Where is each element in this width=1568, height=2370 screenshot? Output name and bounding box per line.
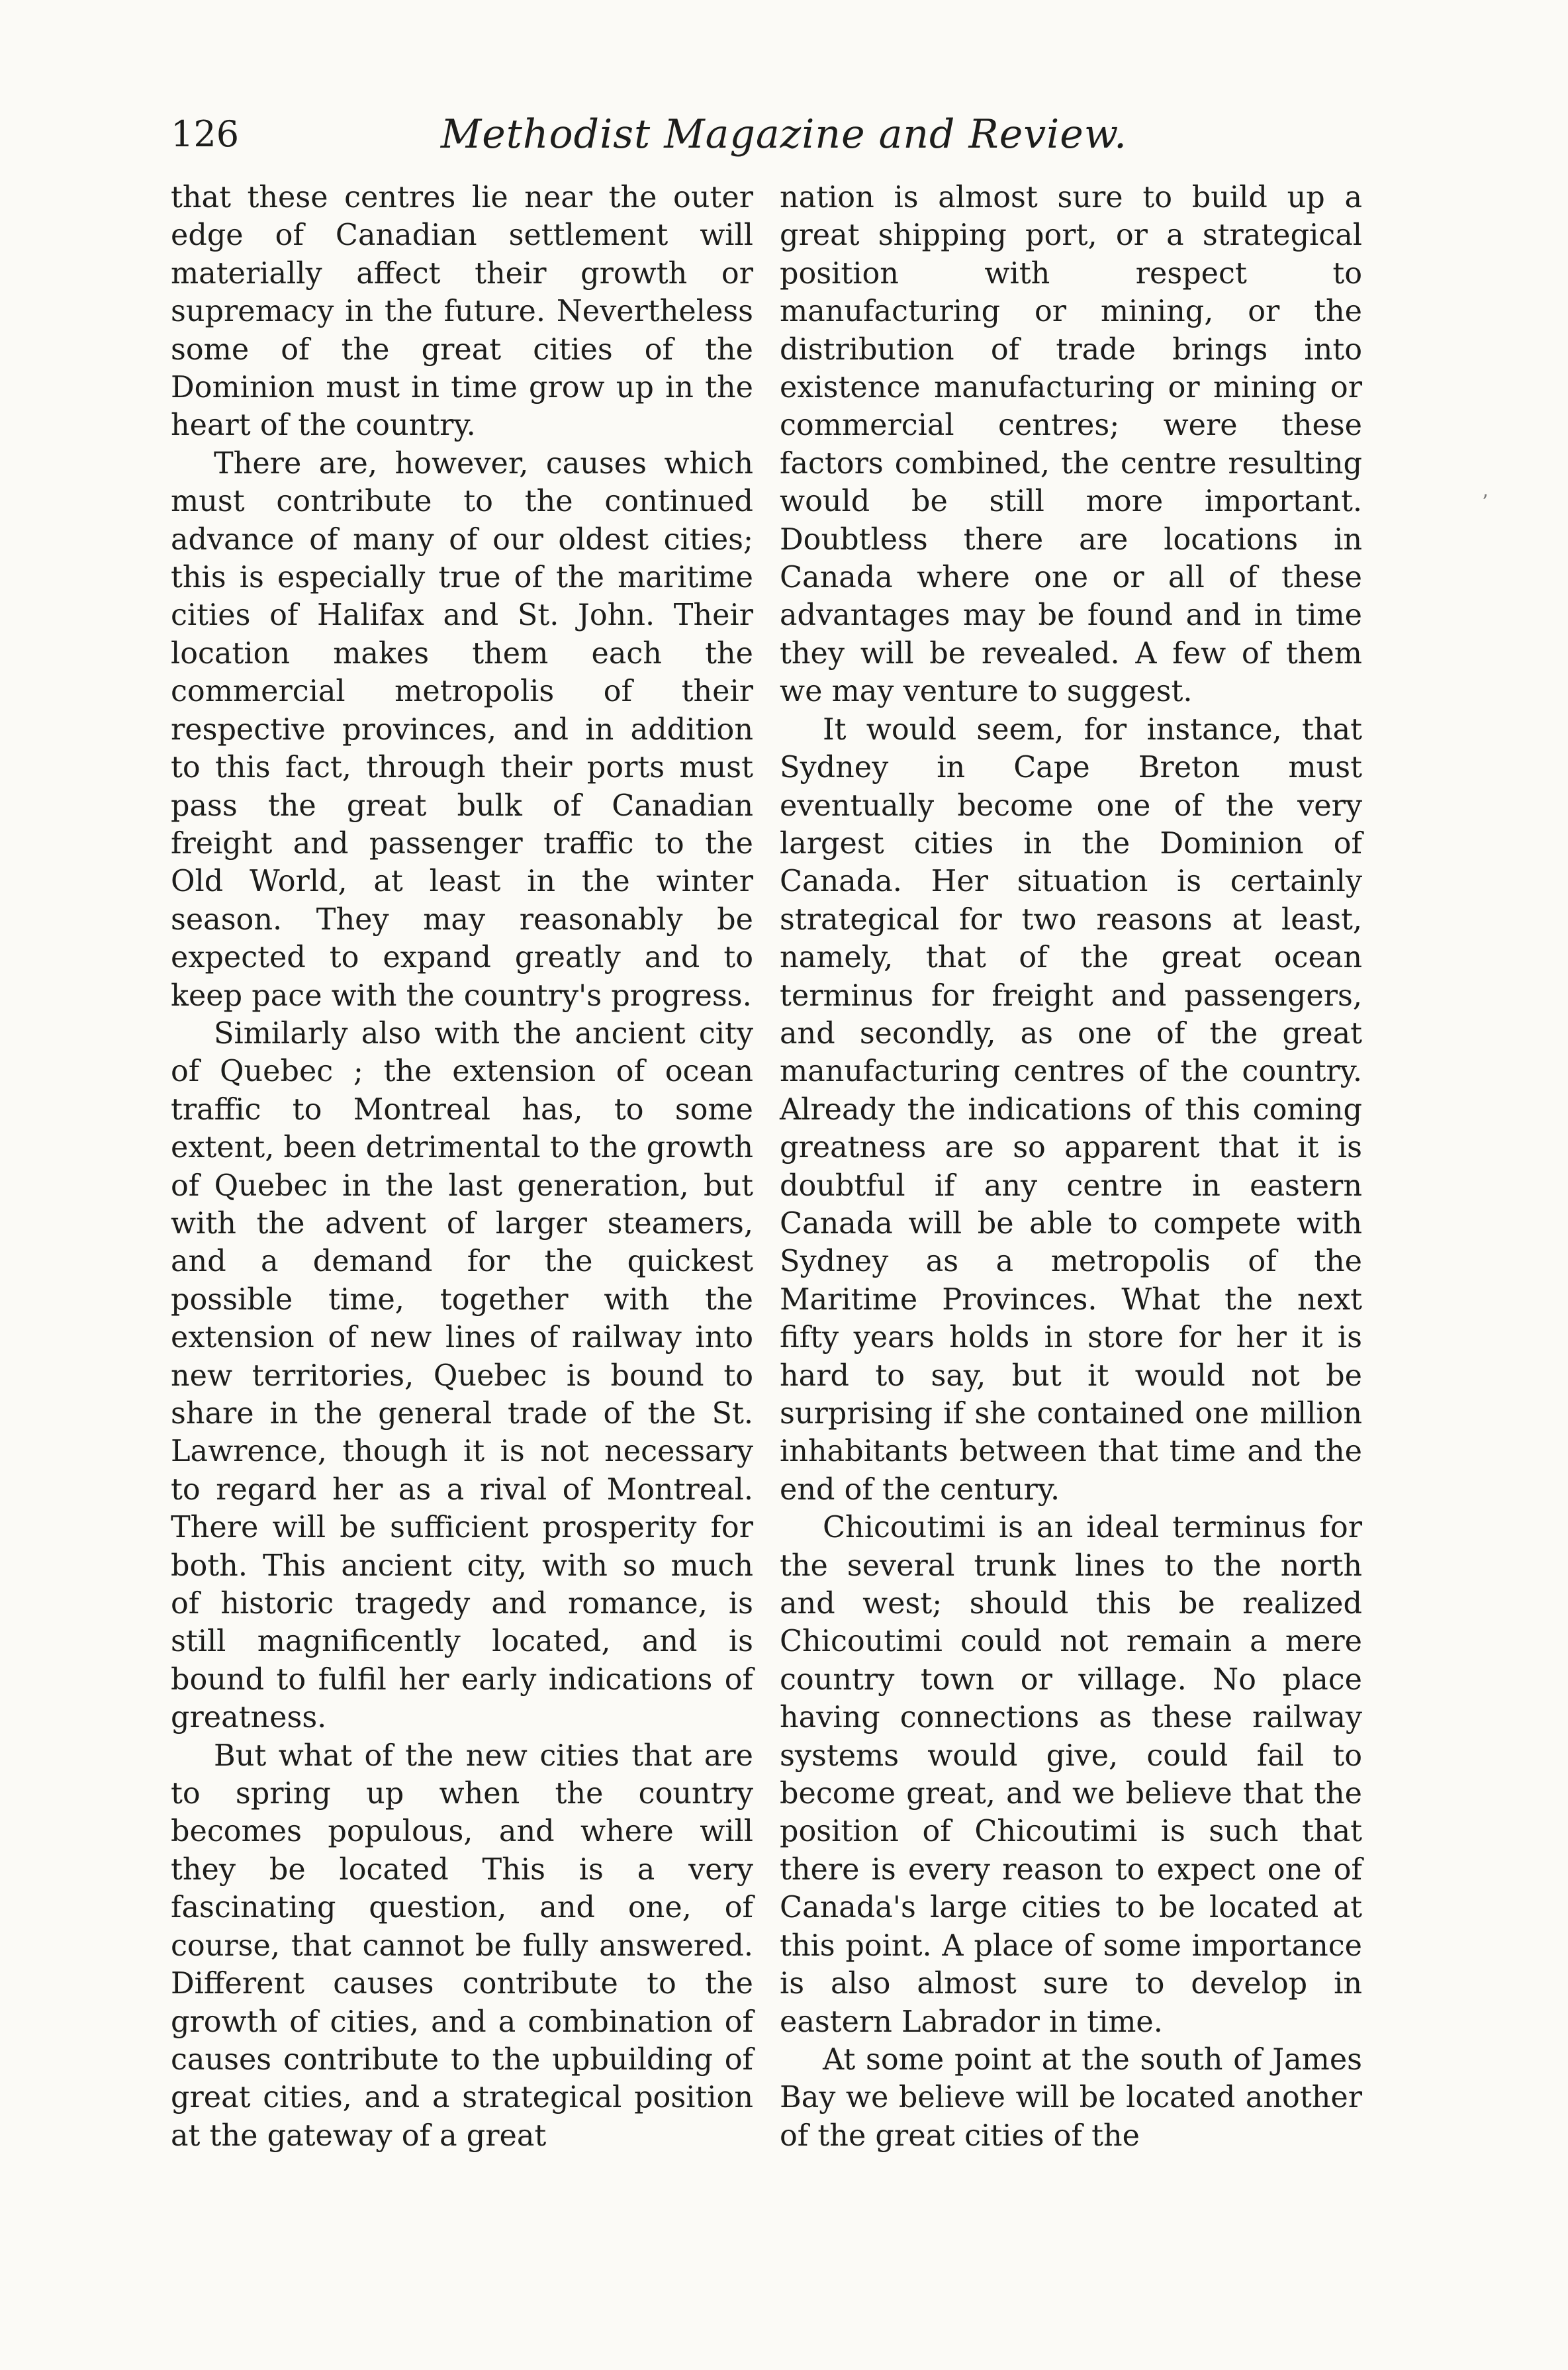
right-column	[780, 179, 1362, 2155]
left-column	[171, 179, 753, 2155]
paragraph: Similarly also with the ancient city of Quebec ; the extension of ocean traffic to Montreal has, to some extent, been detrimental to the growth of Quebec in the last generation, but with the advent of larger steamers, and a demand for the quickest possible time, together with the extension of new lines of railway into new territories, Quebec is bound to share in the general trade of the St. Lawrence, though it is not necessary to regard her as a rival of Montreal. There will be sufficient prosperity for both. This ancient city, with so much of historic tragedy and romance, is still magnificently located, and is bound to fulfil her early indications of greatness.	[171, 1016, 753, 1735]
paragraph: At some point at the south of James Bay we believe will be located another of the great cities of the	[780, 2042, 1362, 2153]
page-number: 126	[171, 113, 240, 155]
paragraph: Chicoutimi is an ideal terminus for the several trunk lines to the north and west; should this be realized Chicoutimi could not remain a mere country town or village. No place having connections as these railway systems would give, could fail to become great, and we believe that the position of Chicoutimi is such that there is every reason to expect one of Canada's large cities to be located at this point. A place of some importance is also almost sure to develop in eastern Labrador in time.	[780, 1511, 1362, 2039]
paragraph: nation is almost sure to build up a great shipping port, or a strategical position with respect to manufacturing or mining, or the distribution of trade brings into existence manufacturing or mining or commercial centres; were these factors combined, the centre resulting would be still more important. Doubtless there are locations in Canada where one or all of these advantages may be found and in time they will be revealed. A few of them we may venture to suggest.	[780, 181, 1362, 709]
paragraph: that these centres lie near the outer edge of Canadian settlement will materially affect their growth or supremacy in the future. Nevertheless some of the great cities of the Dominion must in time grow up in the heart of the country.	[171, 181, 753, 443]
page-header	[0, 105, 1568, 164]
margin-mark-icon: ʼ	[1481, 491, 1488, 514]
paragraph: But what of the new cities that are to spring up when the country becomes populous, and where will they be located This is a very fascinating question, and one, of course, that cannot be fully answered. Different causes contribute to the growth of cities, and a combination of causes contribute to the upbuilding of great cities, and a strategical position at the gateway of a great	[171, 1738, 753, 2153]
paragraph: It would seem, for instance, that Sydney in Cape Breton must eventually become one of the very largest cities in the Dominion of Canada. Her situation is certainly strategical for two reasons at least, namely, that of the great ocean terminus for freight and passengers, and secondly, as one of the great manufacturing centres of the country. Already the indications of this coming greatness are so apparent that it is doubtful if any centre in eastern Canada will be able to compete with Sydney as a metropolis of the Maritime Provinces. What the next fifty years holds in store for her it is hard to say, but it would not be surprising if she contained one million inhabitants between that time and the end of the century.	[780, 712, 1362, 1507]
paragraph: There are, however, causes which must contribute to the continued advance of many of our oldest cities; this is especially true of the maritime cities of Halifax and St. John. Their location makes them each the commercial metropolis of their respective provinces, and in addition to this fact, through their ports must pass the great bulk of Canadian freight and passenger traffic to the Old World, at least in the winter season. They may reasonably be expected to expand greatly and to keep pace with the country's progress.	[171, 446, 753, 1013]
running-title: Methodist Magazine and Review.	[440, 111, 1128, 158]
